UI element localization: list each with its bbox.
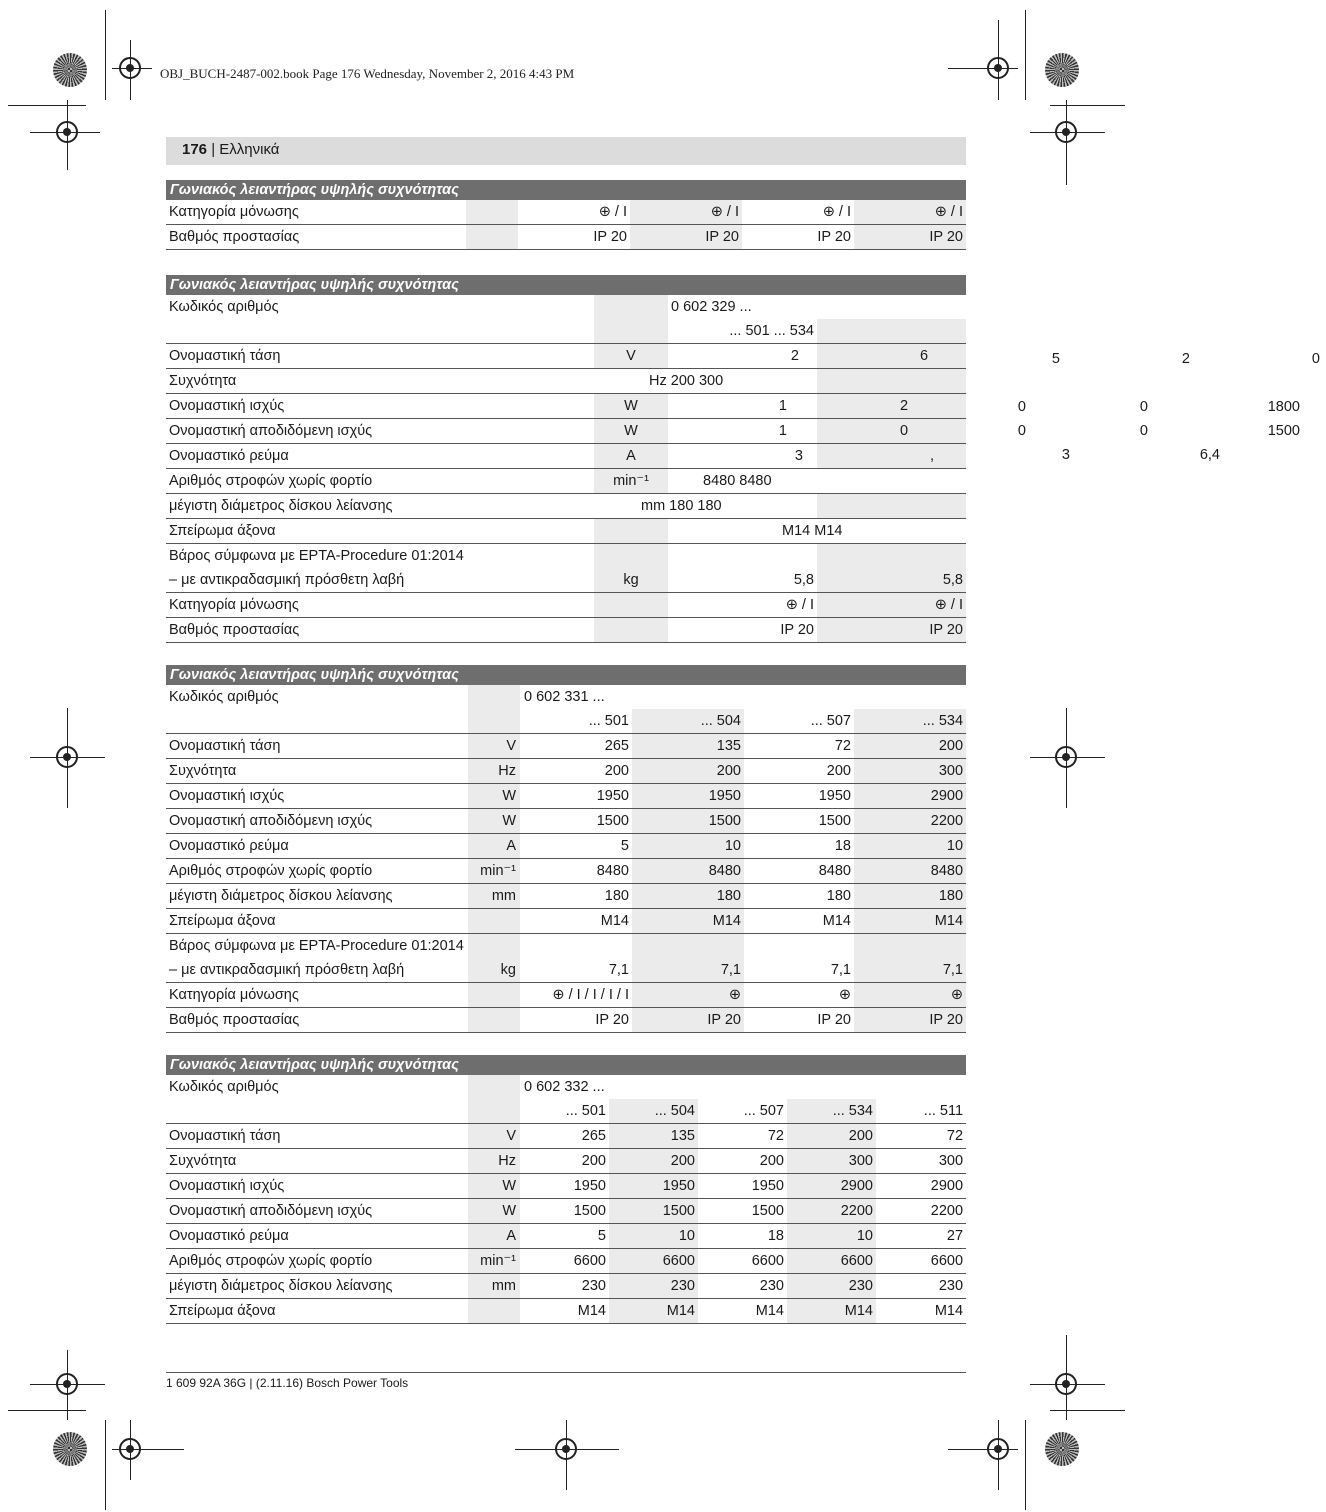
cell-value: IP 20 (742, 225, 854, 250)
cell-value: 1500 (698, 1199, 787, 1224)
row-label: Ονομαστικό ρεύμα (166, 444, 594, 469)
row-label: Βαθμός προστασίας (166, 618, 594, 643)
row-label: Σπείρωμα άξονα (166, 909, 468, 934)
stray-value: 0 (1311, 351, 1320, 367)
row-label: Συχνότητα (166, 759, 468, 784)
variant-number: ... 501 (520, 709, 632, 734)
page-number: 176 (182, 141, 208, 158)
table-row (166, 544, 966, 569)
table-row (166, 394, 966, 419)
cell-value: M14 (698, 1299, 787, 1324)
table-row (166, 809, 966, 834)
stray-value: 0 (1139, 423, 1148, 439)
stray-value: 6,4 (1199, 447, 1220, 463)
stray-value: 0 (1017, 423, 1026, 439)
stray-value: 1500 (1267, 423, 1300, 439)
spec-table-3 (166, 665, 966, 1033)
row-unit: mm 180 180 (594, 494, 817, 519)
cell-value: 1500 (609, 1199, 698, 1224)
row-label: Ονομαστική τάση (166, 344, 594, 369)
cell-value: 7,1 (744, 958, 854, 983)
stray-value: 1800 (1267, 399, 1300, 415)
part-number: 0 602 332 ... (524, 1079, 605, 1095)
cell-value: 6600 (876, 1249, 966, 1274)
table-row (166, 1249, 966, 1274)
page-footer: 1 609 92A 36G | (2.11.16) Bosch Power Tools (166, 1376, 409, 1390)
row-label: Κωδικός αριθμός (169, 689, 279, 705)
row-label: Κωδικός αριθμός (169, 299, 279, 315)
cell-value: 230 (698, 1274, 787, 1299)
row-unit (468, 909, 520, 934)
cell-value: M14 (520, 909, 632, 934)
cell-value: 72 (744, 734, 854, 759)
row-label: Κατηγορία μόνωσης (166, 983, 468, 1008)
table-row (166, 709, 966, 734)
row-unit: mm (468, 884, 520, 909)
table-row (166, 1099, 966, 1124)
row-unit: A (468, 1224, 520, 1249)
row-label: Ονομαστική τάση (166, 734, 468, 759)
row-label: Ονομαστικό ρεύμα (166, 1224, 468, 1249)
cell-value: 2200 (854, 809, 966, 834)
variant-number: ... 501 (520, 1099, 609, 1124)
row-label: – με αντικραδασμική πρόσθετη λαβή (166, 958, 468, 983)
row-label: Κατηγορία μόνωσης (166, 593, 594, 618)
cell-value: 1 (668, 419, 817, 444)
row-unit: mm (468, 1274, 520, 1299)
crop-mark (105, 1420, 106, 1510)
print-header: OBJ_BUCH-2487-002.book Page 176 Wednesday, November 2, 2016 4:43 PM (160, 66, 575, 81)
color-rose-icon (1045, 1432, 1079, 1466)
cell-value: 5 (520, 834, 632, 859)
cell-value: 200 (632, 759, 744, 784)
variant-number: ... 507 (744, 709, 854, 734)
cell-value: 6600 (787, 1249, 876, 1274)
registration-mark-icon (56, 746, 78, 768)
cell-value (632, 934, 744, 959)
cell-value: ⊕ / I (668, 593, 817, 618)
cell-value: 180 (854, 884, 966, 909)
crop-mark (8, 105, 86, 106)
stray-value: 5 (1051, 351, 1060, 367)
table-row (166, 759, 966, 784)
row-unit: V (594, 344, 668, 369)
row-label: Συχνότητα (166, 369, 594, 394)
cell-value: ⊕ / I (518, 200, 630, 225)
cell-value: 6 (817, 344, 966, 369)
table-row (166, 200, 966, 225)
cell-value: 300 (787, 1149, 876, 1174)
row-label: Ονομαστική αποδιδόμενη ισχύς (166, 419, 594, 444)
row-unit: A (468, 834, 520, 859)
cell-value: ⊕ / I (854, 200, 966, 225)
table-row (166, 1174, 966, 1199)
cell-value: ⊕ / I / I / I / I (520, 983, 632, 1008)
row-unit: W (468, 1199, 520, 1224)
registration-mark-icon (1055, 746, 1077, 768)
row-unit: W (594, 419, 668, 444)
cell-value: 3 (668, 444, 817, 469)
cell-value (744, 934, 854, 959)
crop-mark (1025, 10, 1026, 100)
cell-value: ⊕ (744, 983, 854, 1008)
cell-value: M14 (876, 1299, 966, 1324)
registration-mark-icon (1055, 121, 1077, 143)
cell-value: 1 (668, 394, 817, 419)
table-row (166, 319, 966, 344)
table-title: Γωνιακός λειαντήρας υψηλής συχνότητας (166, 180, 966, 200)
cell-value: 1950 (632, 784, 744, 809)
cell-value: 2200 (787, 1199, 876, 1224)
cell-value: 2900 (876, 1174, 966, 1199)
cell-value: 180 (744, 884, 854, 909)
registration-mark-icon (1055, 1373, 1077, 1395)
cell-value: 2900 (787, 1174, 876, 1199)
table-row (166, 369, 966, 394)
registration-mark-icon (56, 121, 78, 143)
table-row (166, 1149, 966, 1174)
cell-value: ⊕ / I (630, 200, 742, 225)
cell-value: 200 (698, 1149, 787, 1174)
table-row (166, 568, 966, 593)
cell-value: 10 (787, 1224, 876, 1249)
row-unit: V (468, 1124, 520, 1149)
cell-value: 1950 (520, 1174, 609, 1199)
table-row (166, 909, 966, 934)
part-number: 0 602 329 ... (671, 299, 752, 315)
crop-mark (105, 10, 106, 100)
variant-number: ... 504 (609, 1099, 698, 1124)
cell-value: 6600 (609, 1249, 698, 1274)
variant-numbers: ... 501 ... 534 (668, 319, 817, 344)
cell-value: ⊕ (632, 983, 744, 1008)
row-label: Βαθμός προστασίας (166, 225, 466, 250)
cell-value: , (817, 444, 966, 469)
cell-value: M14 M14 (668, 519, 966, 544)
cell-value: 200 (520, 1149, 609, 1174)
cell-value: IP 20 (854, 1008, 966, 1033)
table-row (166, 1299, 966, 1324)
row-label: Ονομαστική ισχύς (166, 784, 468, 809)
cell-value: M14 (744, 909, 854, 934)
cell-value: 8480 (520, 859, 632, 884)
cell-value: 265 (520, 734, 632, 759)
page-language: Ελληνικά (219, 141, 280, 158)
row-unit: kg (468, 958, 520, 983)
table-row (166, 494, 966, 519)
table-title: Γωνιακός λειαντήρας υψηλής συχνότητας (166, 1055, 966, 1075)
cell-value: 1500 (744, 809, 854, 834)
cell-value: 0 (817, 419, 966, 444)
row-label: Βαθμός προστασίας (166, 1008, 468, 1033)
row-label: – με αντικραδασμική πρόσθετη λαβή (166, 568, 594, 593)
table-row (166, 734, 966, 759)
row-label: μέγιστη διάμετρος δίσκου λείανσης (166, 494, 594, 519)
row-label: Κατηγορία μόνωσης (166, 200, 466, 225)
crop-mark (1025, 1420, 1026, 1510)
cell-value: M14 (520, 1299, 609, 1324)
cell-value: 200 (854, 734, 966, 759)
table-row (166, 1224, 966, 1249)
row-label: Συχνότητα (166, 1149, 468, 1174)
cell-value: IP 20 (630, 225, 742, 250)
cell-value: 5,8 (817, 568, 966, 593)
cell-value: 8480 (744, 859, 854, 884)
variant-number: ... 507 (698, 1099, 787, 1124)
cell-value: 1500 (632, 809, 744, 834)
cell-value: IP 20 (668, 618, 817, 643)
table-title: Γωνιακός λειαντήρας υψηλής συχνότητας (166, 665, 966, 685)
table-row (166, 884, 966, 909)
row-label: Ονομαστική αποδιδόμενη ισχύς (166, 809, 468, 834)
cell-value: 5,8 (668, 568, 817, 593)
row-label: μέγιστη διάμετρος δίσκου λείανσης (166, 884, 468, 909)
crop-mark (1050, 1410, 1125, 1411)
page-header (166, 137, 966, 165)
row-label: Ονομαστική ισχύς (166, 394, 594, 419)
table-row (166, 934, 966, 959)
cell-value: IP 20 (854, 225, 966, 250)
spec-table-4 (166, 1055, 966, 1324)
cell-value: M14 (787, 1299, 876, 1324)
row-label: μέγιστη διάμετρος δίσκου λείανσης (166, 1274, 468, 1299)
cell-value: 300 (854, 759, 966, 784)
row-unit: min⁻¹ (468, 859, 520, 884)
footer-divider (166, 1372, 966, 1373)
spec-table-1 (166, 180, 966, 250)
row-unit: kg (594, 568, 668, 593)
cell-value: 230 (876, 1274, 966, 1299)
cell-value: 7,1 (520, 958, 632, 983)
cell-value: 72 (698, 1124, 787, 1149)
row-unit: W (594, 394, 668, 419)
table-row (166, 295, 966, 319)
cell-value: 10 (632, 834, 744, 859)
cell-value: 2900 (854, 784, 966, 809)
table-row (166, 1199, 966, 1224)
row-unit: Hz (468, 759, 520, 784)
page-separator: | (207, 141, 220, 158)
registration-mark-icon (119, 57, 141, 79)
cell-value: M14 (854, 909, 966, 934)
row-unit (468, 983, 520, 1008)
row-label: Ονομαστική αποδιδόμενη ισχύς (166, 1199, 468, 1224)
row-unit: min⁻¹ (594, 469, 668, 494)
cell-value: IP 20 (744, 1008, 854, 1033)
row-label: Βάρος σύμφωνα με EPTA-Procedure 01:2014 (169, 938, 464, 954)
crop-mark (8, 1410, 86, 1411)
table-row (166, 1075, 966, 1099)
color-rose-icon (1045, 53, 1079, 87)
table-row (166, 225, 966, 250)
cell-value: ⊕ / I (742, 200, 854, 225)
cell-value: 230 (520, 1274, 609, 1299)
cell-value: 7,1 (632, 958, 744, 983)
row-label: Κωδικός αριθμός (169, 1079, 279, 1095)
cell-value: 1950 (744, 784, 854, 809)
row-unit: V (468, 734, 520, 759)
cell-value: 1950 (609, 1174, 698, 1199)
registration-mark-icon (555, 1438, 577, 1460)
registration-mark-icon (56, 1373, 78, 1395)
cell-value: 5 (520, 1224, 609, 1249)
cell-value: 2 (817, 394, 966, 419)
cell-value: 8480 (854, 859, 966, 884)
table-title: Γωνιακός λειαντήρας υψηλής συχνότητας (166, 275, 966, 295)
row-label: Σπείρωμα άξονα (166, 1299, 468, 1324)
registration-mark-icon (987, 57, 1009, 79)
cell-value: 1500 (520, 1199, 609, 1224)
cell-value: 230 (787, 1274, 876, 1299)
row-unit: Hz (468, 1149, 520, 1174)
table-row (166, 983, 966, 1008)
table-row (166, 685, 966, 709)
registration-mark-icon (119, 1438, 141, 1460)
table-row (166, 344, 966, 369)
table-row (166, 1274, 966, 1299)
cell-value: 200 (744, 759, 854, 784)
cell-value: 1950 (698, 1174, 787, 1199)
row-unit (468, 1299, 520, 1324)
stray-value: 2 (1181, 351, 1190, 367)
cell-value: 18 (744, 834, 854, 859)
stray-value: 0 (1139, 399, 1148, 415)
table-row (166, 958, 966, 983)
cell-value: 200 (520, 759, 632, 784)
cell-value: 7,1 (854, 958, 966, 983)
cell-value: 180 (520, 884, 632, 909)
row-unit: W (468, 1174, 520, 1199)
cell-value: M14 (632, 909, 744, 934)
cell-value: 1950 (520, 784, 632, 809)
variant-number: ... 534 (854, 709, 966, 734)
row-label: Αριθμός στροφών χωρίς φορτίο (166, 469, 594, 494)
cell-value: 135 (632, 734, 744, 759)
color-rose-icon (53, 53, 87, 87)
cell-value: 1500 (520, 809, 632, 834)
cell-value: 18 (698, 1224, 787, 1249)
cell-value: 200 (787, 1124, 876, 1149)
cell-value: IP 20 (518, 225, 630, 250)
row-label: Αριθμός στροφών χωρίς φορτίο (166, 1249, 468, 1274)
row-label: Σπείρωμα άξονα (166, 519, 594, 544)
row-unit: W (468, 784, 520, 809)
cell-value: 2 (668, 344, 817, 369)
cell-value: ⊕ (854, 983, 966, 1008)
stray-value: 0 (1017, 399, 1026, 415)
table-row (166, 444, 966, 469)
row-unit: W (468, 809, 520, 834)
cell-value: 6600 (698, 1249, 787, 1274)
cell-value: 200 (609, 1149, 698, 1174)
cell-value: IP 20 (520, 1008, 632, 1033)
cell-value: ⊕ / I (817, 593, 966, 618)
table-row (166, 1008, 966, 1033)
row-unit: A (594, 444, 668, 469)
table-row (166, 618, 966, 643)
crop-mark (1050, 105, 1125, 106)
cell-value: IP 20 (817, 618, 966, 643)
cell-value: 230 (609, 1274, 698, 1299)
cell-value: 27 (876, 1224, 966, 1249)
row-label: Ονομαστική ισχύς (166, 1174, 468, 1199)
color-rose-icon (53, 1432, 87, 1466)
cell-value: IP 20 (632, 1008, 744, 1033)
variant-number: ... 511 (876, 1099, 966, 1124)
stray-value: 3 (1061, 447, 1070, 463)
table-row (166, 834, 966, 859)
cell-value: 2200 (876, 1199, 966, 1224)
cell-value (854, 934, 966, 959)
cell-value: 8480 (632, 859, 744, 884)
table-row (166, 593, 966, 618)
cell-value: M14 (609, 1299, 698, 1324)
cell-value: 10 (854, 834, 966, 859)
variant-number: ... 504 (632, 709, 744, 734)
cell-value: 265 (520, 1124, 609, 1149)
table-row (166, 784, 966, 809)
table-row (166, 859, 966, 884)
variant-number: ... 534 (787, 1099, 876, 1124)
cell-value: 10 (609, 1224, 698, 1249)
row-unit (468, 1008, 520, 1033)
table-row (166, 1124, 966, 1149)
row-label: Αριθμός στροφών χωρίς φορτίο (166, 859, 468, 884)
table-row (166, 519, 966, 544)
part-number: 0 602 331 ... (524, 689, 605, 705)
registration-mark-icon (987, 1438, 1009, 1460)
cell-value: 6600 (520, 1249, 609, 1274)
cell-value: 135 (609, 1124, 698, 1149)
row-label: Ονομαστική τάση (166, 1124, 468, 1149)
row-unit: Hz 200 300 (594, 369, 817, 394)
cell-value: 300 (876, 1149, 966, 1174)
table-row (166, 469, 966, 494)
row-label: Βάρος σύμφωνα με EPTA-Procedure 01:2014 (169, 548, 464, 564)
row-unit (468, 934, 520, 959)
cell-value: 180 (632, 884, 744, 909)
spec-table-2 (166, 275, 966, 643)
cell-value: 72 (876, 1124, 966, 1149)
cell-value (520, 934, 632, 959)
cell-value: 8480 8480 (668, 469, 966, 494)
row-unit: min⁻¹ (468, 1249, 520, 1274)
row-label: Ονομαστικό ρεύμα (166, 834, 468, 859)
table-row (166, 419, 966, 444)
